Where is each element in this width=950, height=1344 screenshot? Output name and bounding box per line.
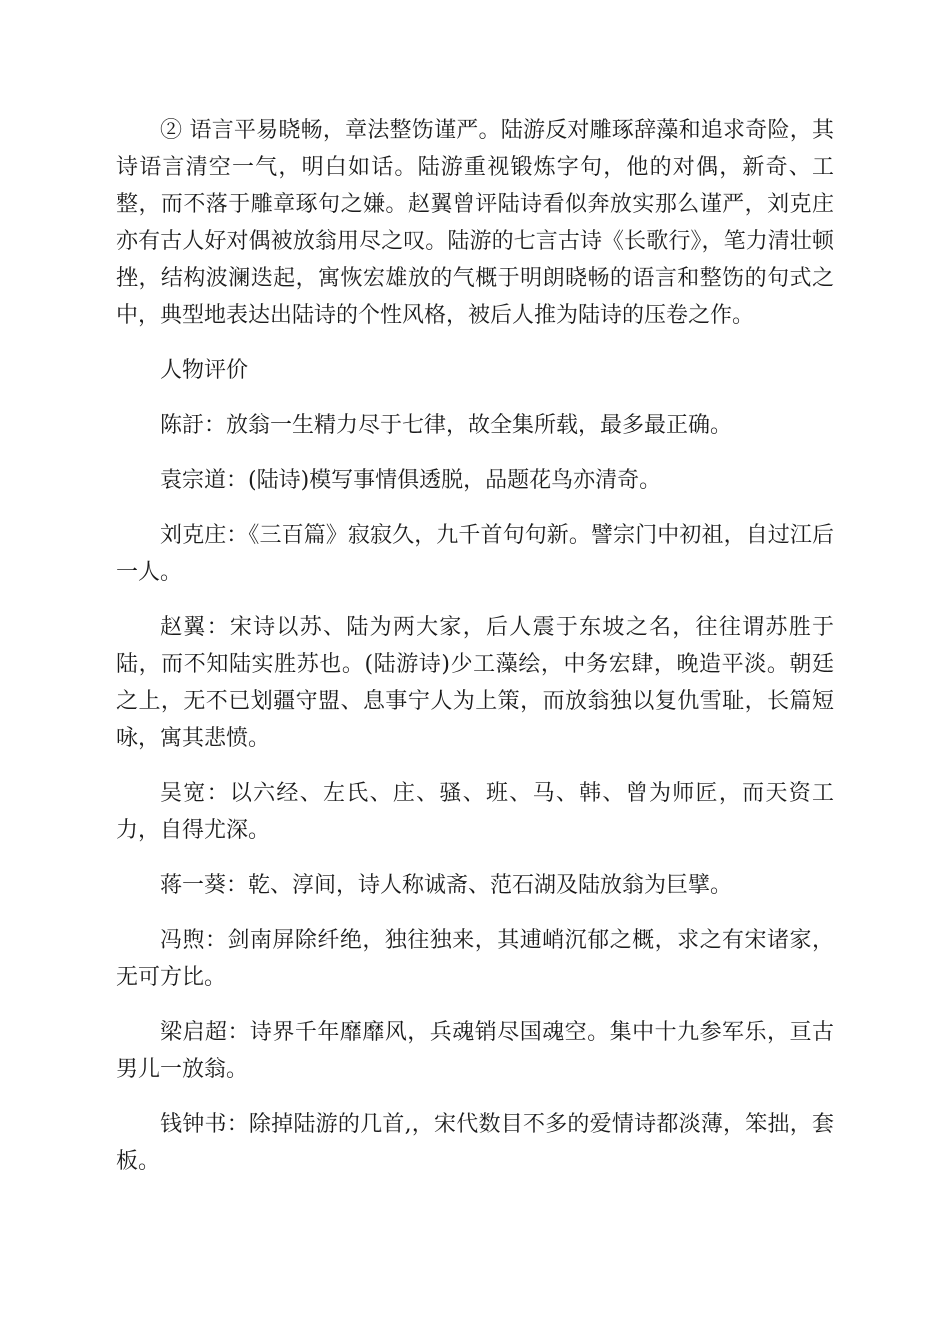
paragraph-yuan-zongdao: 袁宗道：(陆诗)模写事情俱透脱，品题花鸟亦清奇。	[160, 468, 662, 493]
document-body	[116, 112, 834, 1198]
paragraph-liu-kezhuang: 刘克庄：《三百篇》寂寂久，九千首句句新。譬宗门中初祖，自过江后一人。	[116, 523, 834, 585]
paragraph-qian-zhongshu: 钱钟书：除掉陆游的几首,，宋代数目不多的爱情诗都淡薄，笨拙，套板。	[116, 1112, 834, 1174]
paragraph-language-style: ② 语言平易晓畅，章法整饬谨严。陆游反对雕琢辞藻和追求奇险，其诗语言清空一气，明白如话。陆游重视锻炼字句，他的对偶，新奇、工整，而不落于雕章琢句之嫌。赵翼曾评陆诗看似奔放实那么谨严，刘克庄亦有古人好对偶被放翁用尽之叹。陆游的七言古诗《长歌行》，笔力清壮顿挫，结构波澜迭起，寓恢宏雄放的气概于明朗晓畅的语言和整饬的句式之中，典型地表达出陆诗的个性风格，被后人推为陆诗的压卷之作。	[116, 118, 834, 328]
paragraph-liang-qichao: 梁启超：诗界千年靡靡风，兵魂销尽国魂空。集中十九参军乐，亘古男儿一放翁。	[116, 1020, 834, 1082]
paragraph-wu-kuan: 吴宽：以六经、左氏、庄、骚、班、马、韩、曾为师匠，而天资工力，自得尤深。	[116, 781, 834, 843]
paragraph-chen-xu: 陈訏：放翁一生精力尽于七律，故全集所载，最多最正确。	[160, 413, 733, 438]
paragraph-jiang-yikui: 蒋一葵：乾、淳间，诗人称诚斋、范石湖及陆放翁为巨擘。	[160, 873, 733, 898]
paragraph-feng-xu: 冯煦：剑南屏除纤绝，独往独来，其逋峭沉郁之概，求之有宋诸家，无可方比。	[116, 928, 834, 990]
paragraph-zhao-yi: 赵翼：宋诗以苏、陆为两大家，后人震于东坡之名，往往谓苏胜于陆，而不知陆实胜苏也。(陆游诗)少工藻绘，中务宏肆，晚造平淡。朝廷之上，无不已划疆守盟、息事宁人为上策，而放翁独以复仇雪耻，长篇短咏，寓其悲愤。	[116, 615, 834, 751]
section-heading-evaluations: 人物评价	[160, 358, 249, 383]
